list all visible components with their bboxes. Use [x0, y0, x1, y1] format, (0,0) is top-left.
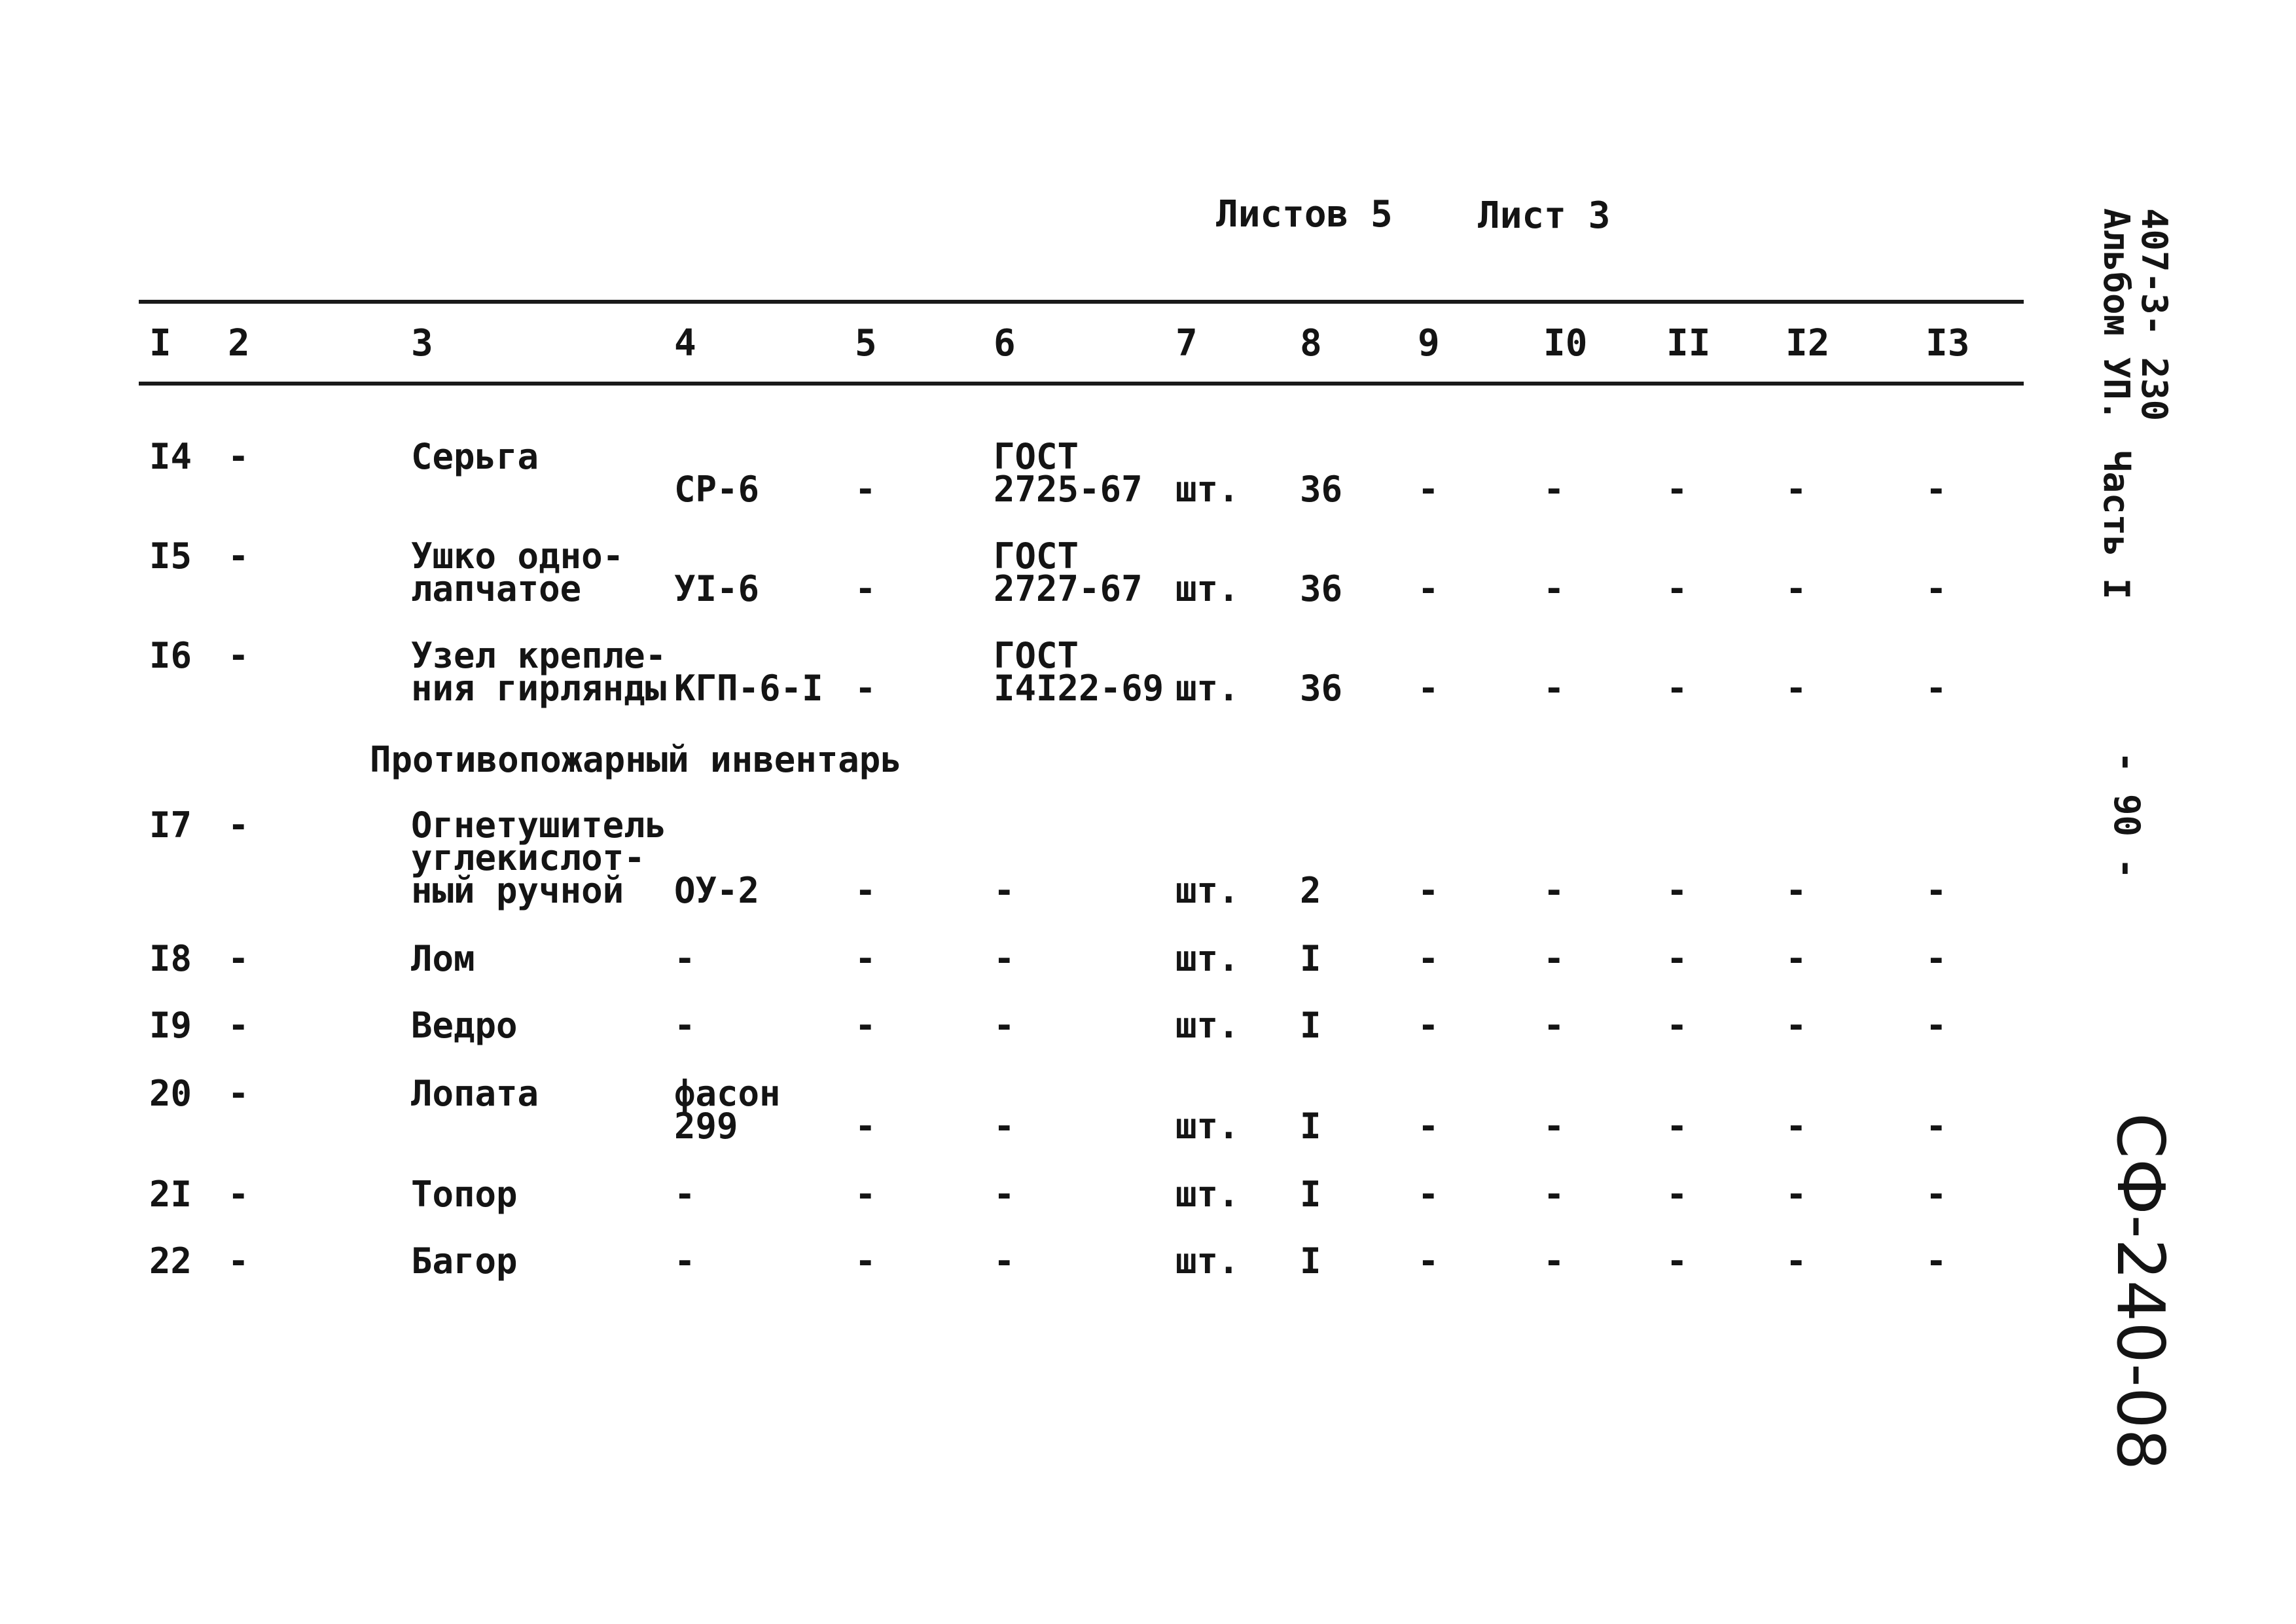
cell-c5: -	[855, 1240, 876, 1282]
cell-name: лапчатое	[411, 568, 582, 609]
cell-std: -	[994, 938, 1015, 979]
cell-c2: -	[228, 1073, 249, 1114]
cell-mark: 299	[674, 1106, 738, 1147]
cell-std: ГОСТ	[994, 535, 1079, 577]
cell-name: ния гирлянды	[411, 668, 667, 709]
cell-c5: -	[855, 1106, 876, 1147]
column-header: 6	[994, 322, 1016, 365]
cell-c11: -	[1666, 668, 1688, 709]
cell-unit: шт.	[1175, 668, 1240, 709]
handwritten-stamp: СФ-240-08	[2102, 1113, 2179, 1471]
cell-c9: -	[1418, 1240, 1439, 1282]
cell-mark: -	[674, 1005, 696, 1046]
cell-c10: -	[1543, 668, 1565, 709]
album-label: Альбом УП.	[2096, 208, 2137, 422]
part-label: Часть I	[2096, 450, 2137, 600]
column-header: II	[1666, 322, 1711, 365]
cell-c12: -	[1785, 1005, 1807, 1046]
cell-name: ный ручной	[411, 870, 624, 911]
cell-c12: -	[1785, 469, 1807, 510]
cell-c2: -	[228, 1005, 249, 1046]
cell-c5: -	[855, 668, 876, 709]
cell-c12: -	[1785, 870, 1807, 911]
cell-unit: шт.	[1175, 469, 1240, 510]
cell-c2: -	[228, 535, 249, 577]
cell-std: 2725-67	[994, 469, 1143, 510]
cell-c13: -	[1926, 870, 1947, 911]
cell-c10: -	[1543, 1005, 1565, 1046]
cell-c12: -	[1785, 568, 1807, 609]
cell-c10: -	[1543, 469, 1565, 510]
cell-std: ГОСТ	[994, 635, 1079, 676]
cell-c2: -	[228, 436, 249, 477]
cell-name: Лом	[411, 938, 475, 979]
column-header: 7	[1175, 322, 1198, 365]
cell-name: Лопата	[411, 1073, 539, 1114]
cell-qty: I	[1300, 1174, 1321, 1215]
cell-c11: -	[1666, 1106, 1688, 1147]
cell-unit: шт.	[1175, 1106, 1240, 1147]
cell-c2: -	[228, 938, 249, 979]
cell-name: Узел крепле-	[411, 635, 667, 676]
cell-c12: -	[1785, 1240, 1807, 1282]
document-code: 407-3- 230	[2134, 208, 2175, 422]
cell-n: 20	[149, 1073, 192, 1114]
cell-std: 2727-67	[994, 568, 1143, 609]
cell-n: I8	[149, 938, 192, 979]
cell-qty: 36	[1300, 469, 1343, 510]
cell-unit: шт.	[1175, 568, 1240, 609]
column-header: 5	[855, 322, 877, 365]
cell-n: I6	[149, 635, 192, 676]
section-title: Противопожарный инвентарь	[370, 739, 902, 780]
cell-mark: КГП-6-I	[674, 668, 823, 709]
header-top-rule	[139, 300, 2024, 304]
cell-mark: -	[674, 938, 696, 979]
cell-c12: -	[1785, 1106, 1807, 1147]
cell-std: -	[994, 1174, 1015, 1215]
cell-qty: I	[1300, 1005, 1321, 1046]
cell-qty: 36	[1300, 668, 1343, 709]
column-header: I	[149, 322, 171, 365]
cell-n: I9	[149, 1005, 192, 1046]
cell-std: ГОСТ	[994, 436, 1079, 477]
cell-c10: -	[1543, 1240, 1565, 1282]
cell-qty: 2	[1300, 870, 1321, 911]
cell-c5: -	[855, 938, 876, 979]
cell-c9: -	[1418, 1106, 1439, 1147]
cell-name: Багор	[411, 1240, 518, 1282]
cell-std: I4I22-69	[994, 668, 1164, 709]
cell-c9: -	[1418, 1005, 1439, 1046]
cell-mark: -	[674, 1240, 696, 1282]
column-header: 4	[674, 322, 696, 365]
cell-c2: -	[228, 635, 249, 676]
cell-c12: -	[1785, 668, 1807, 709]
cell-c2: -	[228, 804, 249, 846]
cell-c2: -	[228, 1240, 249, 1282]
cell-n: I4	[149, 436, 192, 477]
cell-std: -	[994, 1106, 1015, 1147]
cell-c9: -	[1418, 870, 1439, 911]
cell-c11: -	[1666, 469, 1688, 510]
cell-mark: УI-6	[674, 568, 760, 609]
cell-c9: -	[1418, 668, 1439, 709]
cell-mark: -	[674, 1174, 696, 1215]
cell-c13: -	[1926, 1240, 1947, 1282]
cell-c13: -	[1926, 1174, 1947, 1215]
cell-c5: -	[855, 1174, 876, 1215]
cell-name: Ушко одно-	[411, 535, 624, 577]
cell-std: -	[994, 1005, 1015, 1046]
cell-c10: -	[1543, 938, 1565, 979]
cell-c12: -	[1785, 1174, 1807, 1215]
cell-unit: шт.	[1175, 1240, 1240, 1282]
cell-c9: -	[1418, 938, 1439, 979]
column-header: I0	[1543, 322, 1588, 365]
column-header: 2	[228, 322, 250, 365]
page-number: - 90 -	[2106, 751, 2147, 880]
cell-n: 22	[149, 1240, 192, 1282]
cell-n: I7	[149, 804, 192, 846]
cell-c10: -	[1543, 1174, 1565, 1215]
cell-qty: I	[1300, 1106, 1321, 1147]
cell-qty: I	[1300, 938, 1321, 979]
cell-c11: -	[1666, 938, 1688, 979]
cell-c13: -	[1926, 938, 1947, 979]
cell-n: 2I	[149, 1174, 192, 1215]
cell-unit: шт.	[1175, 870, 1240, 911]
cell-qty: 36	[1300, 568, 1343, 609]
column-header: 3	[411, 322, 433, 365]
cell-c13: -	[1926, 1005, 1947, 1046]
header-bottom-rule	[139, 382, 2024, 386]
cell-c5: -	[855, 1005, 876, 1046]
cell-unit: шт.	[1175, 1174, 1240, 1215]
cell-c5: -	[855, 469, 876, 510]
cell-name: углекислот-	[411, 837, 645, 878]
column-header: 8	[1300, 322, 1322, 365]
cell-c13: -	[1926, 668, 1947, 709]
cell-c11: -	[1666, 1174, 1688, 1215]
cell-name: Ведро	[411, 1005, 518, 1046]
cell-c11: -	[1666, 568, 1688, 609]
column-header: 9	[1418, 322, 1440, 365]
cell-c12: -	[1785, 938, 1807, 979]
cell-c5: -	[855, 870, 876, 911]
cell-mark: фасон	[674, 1073, 781, 1114]
cell-c9: -	[1418, 469, 1439, 510]
cell-c11: -	[1666, 1240, 1688, 1282]
cell-n: I5	[149, 535, 192, 577]
cell-c13: -	[1926, 469, 1947, 510]
cell-c10: -	[1543, 1106, 1565, 1147]
cell-c10: -	[1543, 870, 1565, 911]
cell-c5: -	[855, 568, 876, 609]
cell-std: -	[994, 870, 1015, 911]
cell-mark: СР-6	[674, 469, 760, 510]
cell-c9: -	[1418, 1174, 1439, 1215]
cell-c13: -	[1926, 1106, 1947, 1147]
column-header: I3	[1926, 322, 1970, 365]
cell-c10: -	[1543, 568, 1565, 609]
cell-unit: шт.	[1175, 938, 1240, 979]
column-header: I2	[1785, 322, 1830, 365]
cell-c13: -	[1926, 568, 1947, 609]
cell-name: Серьга	[411, 436, 539, 477]
cell-unit: шт.	[1175, 1005, 1240, 1046]
sheets-total: Листов 5	[1216, 193, 1393, 236]
cell-std: -	[994, 1240, 1015, 1282]
cell-c11: -	[1666, 1005, 1688, 1046]
cell-c9: -	[1418, 568, 1439, 609]
cell-c11: -	[1666, 870, 1688, 911]
cell-name: Топор	[411, 1174, 518, 1215]
cell-name: Огнетушитель	[411, 804, 667, 846]
cell-mark: ОУ-2	[674, 870, 760, 911]
cell-qty: I	[1300, 1240, 1321, 1282]
sheet-number: Лист 3	[1478, 194, 1611, 237]
cell-c2: -	[228, 1174, 249, 1215]
